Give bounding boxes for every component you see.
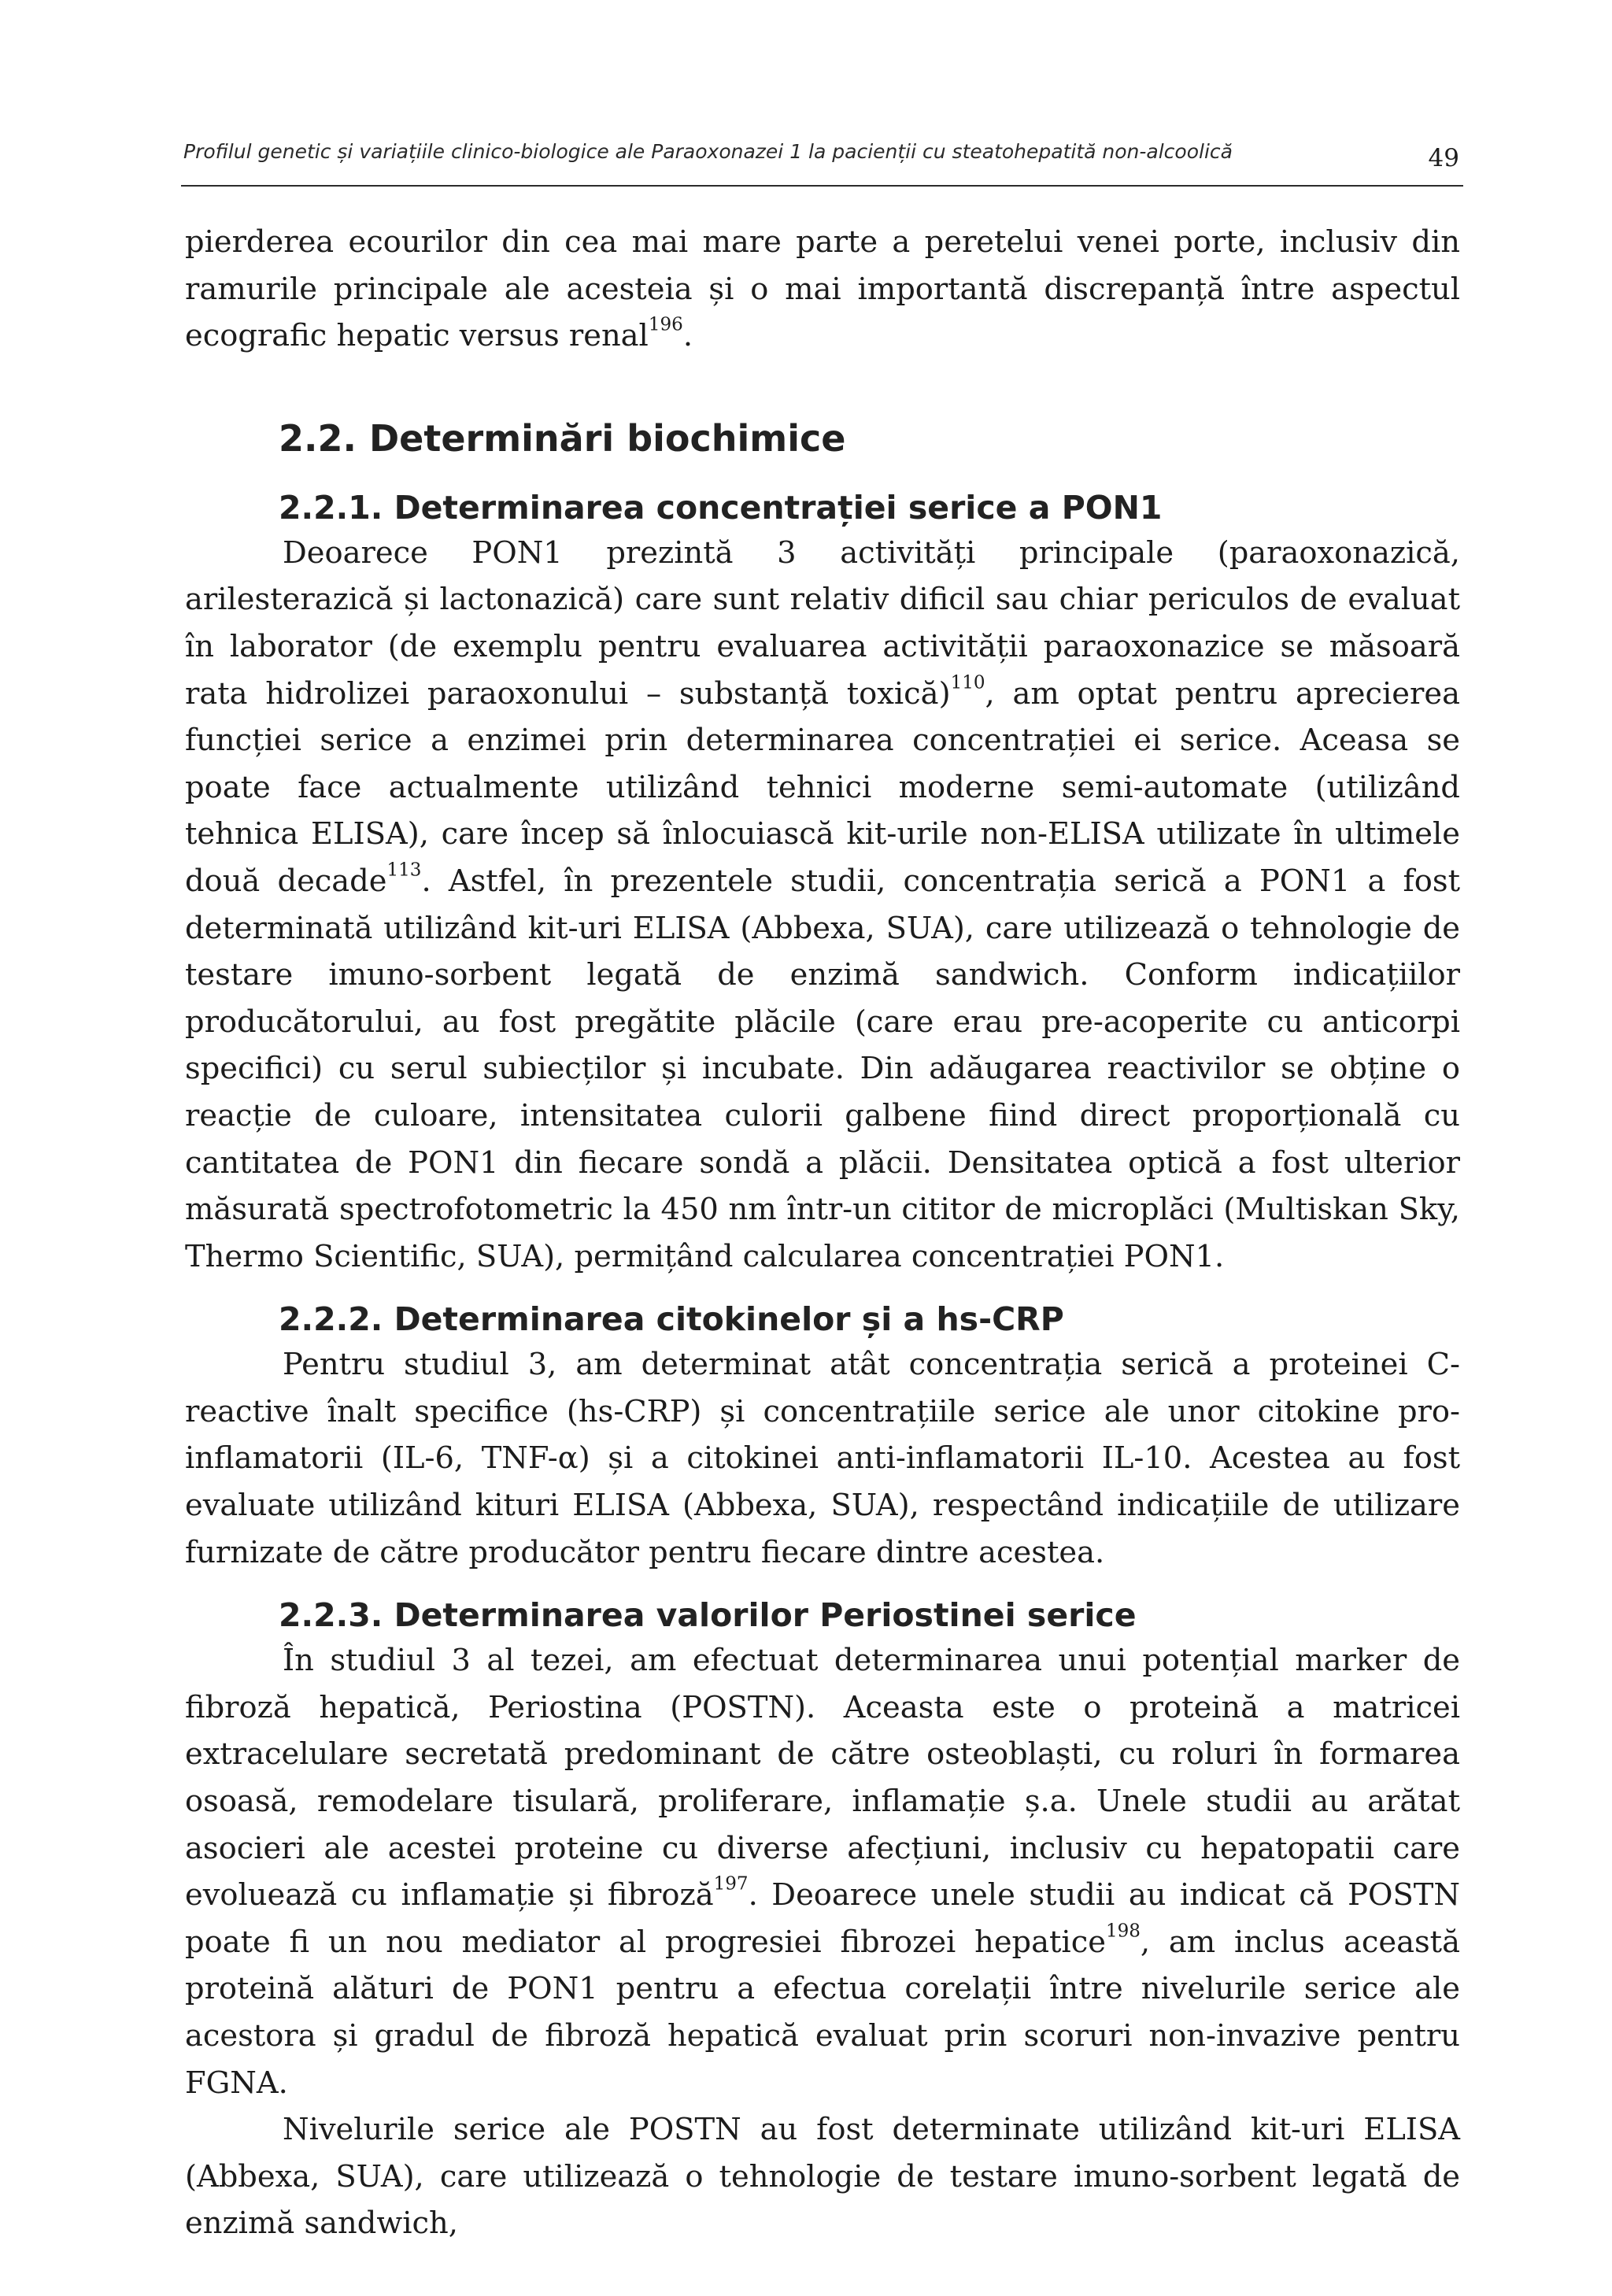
citation-196: 196 — [648, 314, 683, 335]
paragraph-cytokines: Pentru studiul 3, am determinat atât concentrația serică a proteinei C-reactive înalt specifice (hs-CRP) și concentrațiile serice ale unor citokine pro-inflamatorii (IL-6, TNF-α) și a citokinei anti-inflamatorii IL-10. Acestea au fost evaluate utilizând kituri ELISA (Abbexa, SUA), respectând indicațiile de utilizare furnizate de către producător pentru fiecare dintre acestea. — [185, 1347, 1460, 1570]
paragraph-periostin: În studiul 3 al tezei, am efectuat determinarea unui potențial marker de fibroză hepatică, Periostina (POSTN). Aceasta este o proteină a matricei extracelulare secretată predominant de către osteoblaști, cu roluri în formarea osoasă, remodelare tisulară, proliferare, inflamație ș.a. Unele studii au arătat asocieri ale acestei proteine cu diverse afecțiuni, inclusiv cu hepatopatii care evoluează cu inflamație și fibroză$^{197}$. Deoarece unele studii au indicat că POSTN poate fi un nou mediator al progresiei fibrozei hepatice$^{198}$, am inclus această proteină alături de PON1 pentru a efectua corelații între nivelurile serice ale acestora și gradul de fibroză hepatică evaluat prin scoruri non-invazive pentru FGNA. — [185, 1643, 1460, 2101]
subsection-heading-2-2-3: 2.2.3. Determinarea valorilor Periostinei serice — [279, 1596, 1137, 1635]
running-header-title: Profilul genetic și variațiile clinico-biologice ale Paraoxonazei 1 la pacienții cu steatohepatită non-alcoolică — [183, 140, 1233, 163]
intro-paragraph: pierderea ecourilor din cea mai mare parte a peretelui venei porte, inclusiv din ramurile principale ale acesteia și o mai importantă discrepanță între aspectul ecografic hepatic versus renal$^{196}$. — [185, 224, 1460, 354]
body-text — [185, 219, 1460, 2247]
page-number: 49 — [1428, 144, 1459, 172]
section-heading-2-2: 2.2. Determinări biochimice — [279, 416, 846, 460]
paragraph-postn-levels: Nivelurile serice ale POSTN au fost determinate utilizând kit-uri ELISA (Abbexa, SUA), care utilizează o tehnologie de testare imuno-sorbent legată de enzimă sandwich, — [185, 2112, 1460, 2242]
paragraph-pon1-concentration: Deoarece PON1 prezintă 3 activități principale (paraoxonazică, arilesterazică și lactonazică) care sunt relativ dificil sau chiar periculos de evaluat în laborator (de exemplu pentru evaluarea activității paraoxonazice se măsoară rata hidrolizei paraoxonului – substanță toxică)$^{110}$, am optat pentru aprecierea funcției serice a enzimei prin determinarea concentrației ei serice. Aceasa se poate face actualmente utilizând tehnici moderne semi-automate (utilizând tehnica ELISA), care încep să înlocuiască kit-urile non-ELISA utilizate în ultimele două decade$^{113}$. Astfel, în prezentele studii, concentrația serică a PON1 a fost determinată utilizând kit-uri ELISA (Abbexa, SUA), care utilizează o tehnologie de testare imuno-sorbent legată de enzimă sandwich. Conform indicațiilor producătorului, au fost pregătite plăcile (care erau pre-acoperite cu anticorpi specifici) cu serul subiecților și incubate. Din adăugarea reactivilor se obține o reacție de culoare, intensitatea culorii galbene fiind direct proporțională cu cantitatea de PON1 din fiecare sondă a plăcii. Densitatea optică a fost ulterior măsurată spectrofotometric la 450 nm într-un cititor de microplăci (Multiskan Sky, Thermo Scientific, SUA), permițând calcularea concentrației PON1. — [185, 534, 1461, 1274]
citation-110: 110 — [950, 671, 985, 693]
subsection-heading-2-2-1: 2.2.1. Determinarea concentrației serice a PON1 — [279, 488, 1163, 527]
citation-197: 197 — [713, 1873, 749, 1895]
subsection-heading-2-2-2: 2.2.2. Determinarea citokinelor și a hs-CRP — [279, 1300, 1064, 1339]
citation-198: 198 — [1105, 1921, 1141, 1942]
header-rule — [181, 185, 1463, 187]
citation-113: 113 — [386, 860, 422, 881]
